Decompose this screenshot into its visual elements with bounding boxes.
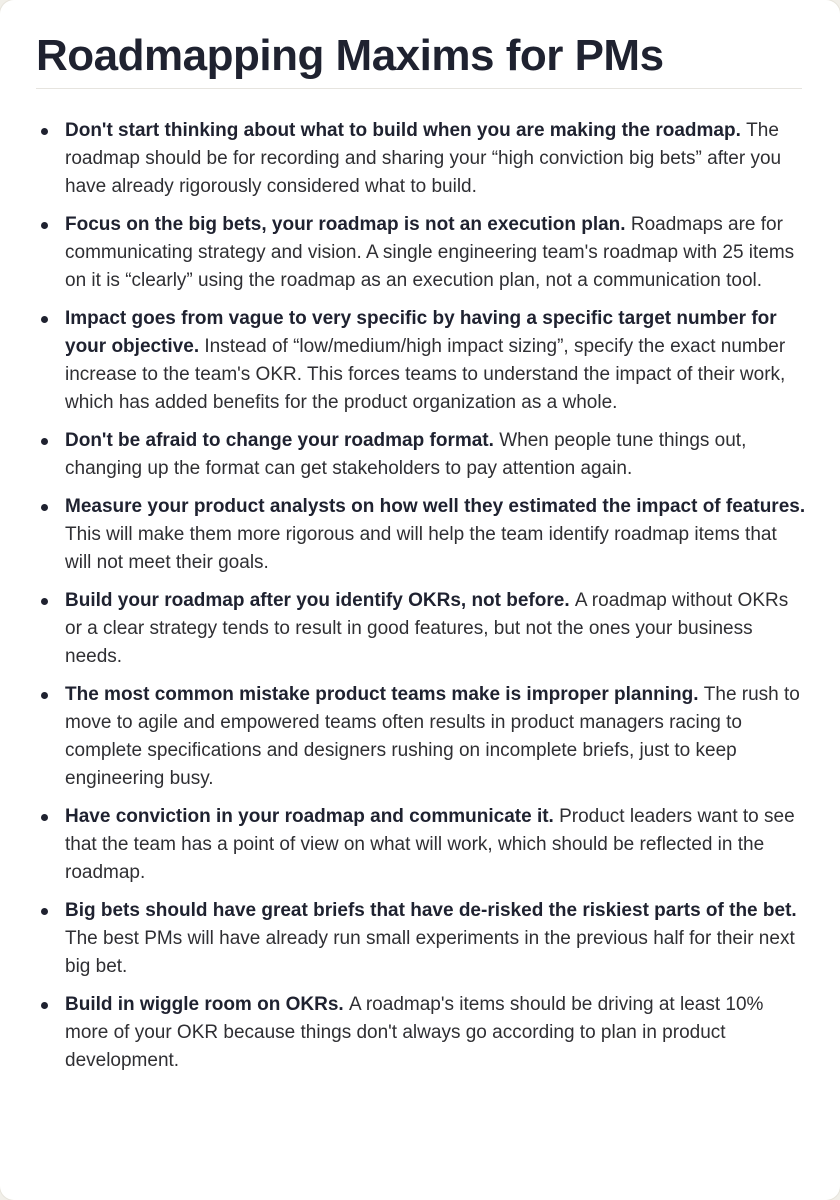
maxim-body: Product leaders want to see that the team has a point of view on what will work, which should be reflected in the roadmap. <box>65 806 795 883</box>
maxim-lead: Big bets should have great briefs that have de-risked the riskiest parts of the bet. <box>65 900 797 921</box>
bullet-dot-icon <box>41 692 48 699</box>
list-item <box>36 897 806 981</box>
bullet-dot-icon <box>41 598 48 605</box>
maxim-lead: Don't be afraid to change your roadmap format. <box>65 430 500 451</box>
list-item <box>36 587 806 671</box>
maxim-body: Instead of “low/medium/high impact sizing”, specify the exact number increase to the team's OKR. This forces teams to understand the impact of their work, which has added benefits for the product organization as a whole. <box>65 336 786 413</box>
bullet-dot-icon <box>41 128 48 135</box>
page-title: Roadmapping Maxims for PMs <box>36 31 664 80</box>
maxim-lead: Build your roadmap after you identify OKRs, not before. <box>65 590 575 611</box>
maxim-body: A roadmap without OKRs or a clear strategy tends to result in good features, but not the ones your business needs. <box>65 590 789 667</box>
bullet-dot-icon <box>41 908 48 915</box>
maxim-body: A roadmap's items should be driving at least 10% more of your OKR because things don't always go according to plan in product development. <box>65 994 764 1071</box>
list-item <box>36 211 806 295</box>
bullet-dot-icon <box>41 316 48 323</box>
list-item <box>36 427 806 483</box>
maxim-lead: Impact goes from vague to very specific by having a specific target number for your objective. <box>65 308 777 357</box>
list-item <box>36 991 806 1075</box>
bullet-dot-icon <box>41 814 48 821</box>
list-item <box>36 305 806 417</box>
bullet-dot-icon <box>41 1002 48 1009</box>
maxim-body: Roadmaps are for communicating strategy and vision. A single engineering team's roadmap with 25 items on it is “clearly” using the roadmap as an execution plan, not a communication tool. <box>65 214 795 291</box>
list-item <box>36 117 806 201</box>
list-item <box>36 803 806 887</box>
maxim-lead: Build in wiggle room on OKRs. <box>65 994 349 1015</box>
maxim-lead: Have conviction in your roadmap and communicate it. <box>65 806 560 827</box>
title-divider <box>36 88 802 89</box>
maxim-lead: Focus on the big bets, your roadmap is not an execution plan. <box>65 214 631 235</box>
maxim-lead: The most common mistake product teams make is improper planning. <box>65 684 704 705</box>
maxim-body: The best PMs will have already run small experiments in the previous half for their next big bet. <box>65 928 795 977</box>
maxim-lead: Don't start thinking about what to build when you are making the roadmap. <box>65 120 747 141</box>
bullet-dot-icon <box>41 438 48 445</box>
maxim-body: This will make them more rigorous and will help the team identify roadmap items that will not meet their goals. <box>65 524 777 573</box>
maxims-list <box>36 117 806 1075</box>
maxim-body: When people tune things out, changing up the format can get stakeholders to pay attention again. <box>65 430 747 479</box>
bullet-dot-icon <box>41 504 48 511</box>
maxim-lead: Measure your product analysts on how well they estimated the impact of features. <box>65 496 806 517</box>
maxim-body: The rush to move to agile and empowered teams often results in product managers racing to complete specifications and designers rushing on incomplete briefs, just to keep engineering busy. <box>65 684 800 789</box>
list-item <box>36 681 806 793</box>
list-item <box>36 493 806 577</box>
maxim-body: The roadmap should be for recording and sharing your “high conviction big bets” after you have already rigorously considered what to build. <box>65 120 782 197</box>
bullet-dot-icon <box>41 222 48 229</box>
